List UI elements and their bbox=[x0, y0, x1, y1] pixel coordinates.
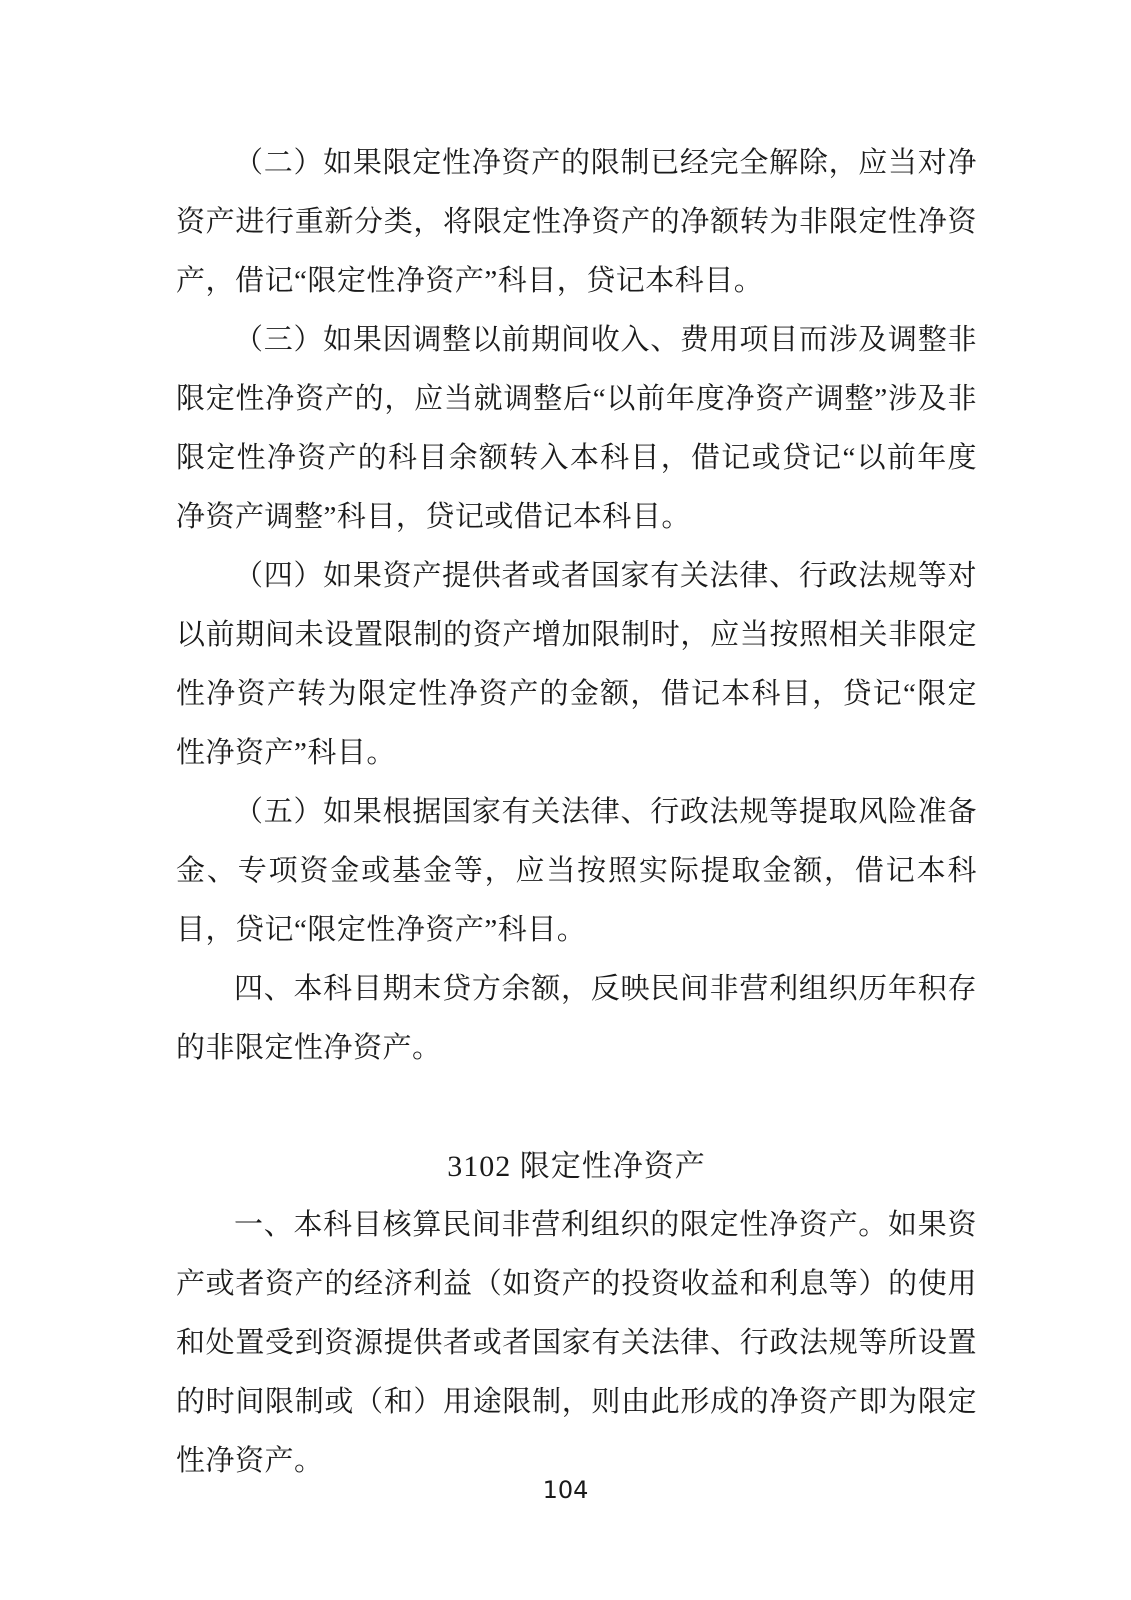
page-content bbox=[176, 134, 977, 1491]
paragraph: （四）如果资产提供者或者国家有关法律、行政法规等对以前期间未设置限制的资产增加限制时，应当按照相关非限定性净资产转为限定性净资产的金额，借记本科目，贷记“限定性净资产”科目。 bbox=[176, 560, 977, 769]
paragraph: 一、本科目核算民间非营利组织的限定性净资产。如果资产或者资产的经济利益（如资产的投资收益和利息等）的使用和处置受到资源提供者或者国家有关法律、行政法规等所设置的时间限制或（和）用途限制，则由此形成的净资产即为限定性净资产。 bbox=[176, 1209, 977, 1477]
page-number: 104 bbox=[542, 1476, 589, 1504]
section-heading: 3102 限定性净资产 bbox=[447, 1150, 706, 1183]
paragraph: （二）如果限定性净资产的限制已经完全解除，应当对净资产进行重新分类，将限定性净资产的净额转为非限定性净资产，借记“限定性净资产”科目，贷记本科目。 bbox=[176, 147, 977, 297]
paragraph: （五）如果根据国家有关法律、行政法规等提取风险准备金、专项资金或基金等，应当按照实际提取金额，借记本科目，贷记“限定性净资产”科目。 bbox=[176, 796, 977, 946]
paragraph: （三）如果因调整以前期间收入、费用项目而涉及调整非限定性净资产的，应当就调整后“以前年度净资产调整”涉及非限定性净资产的科目余额转入本科目，借记或贷记“以前年度净资产调整”科目，贷记或借记本科目。 bbox=[176, 324, 977, 533]
paragraph: 四、本科目期末贷方余额，反映民间非营利组织历年积存的非限定性净资产。 bbox=[176, 973, 977, 1064]
